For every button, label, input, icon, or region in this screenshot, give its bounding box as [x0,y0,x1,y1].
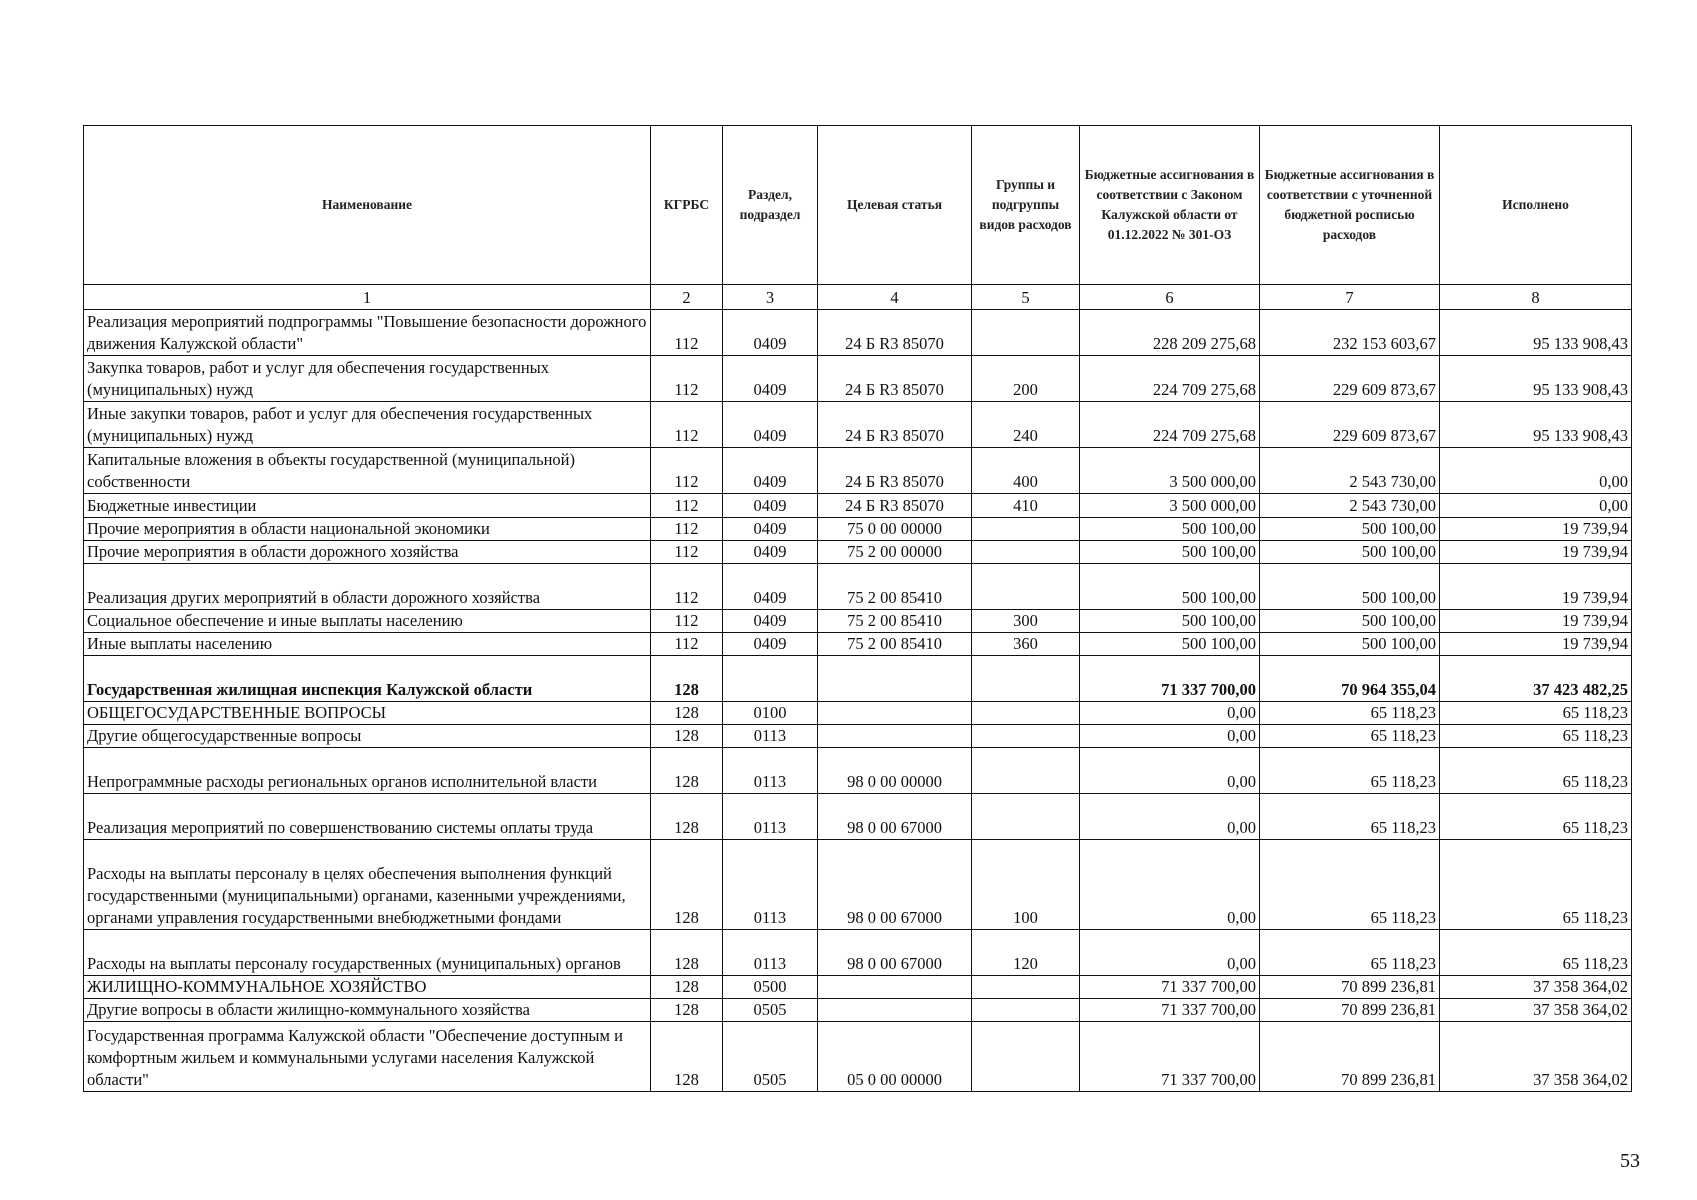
row-gruppa [972,725,1080,748]
column-number: 1 [84,285,651,310]
table-row [84,494,1632,518]
budget-table [83,125,1632,1092]
row-kgrbs: 112 [651,448,723,494]
header-rospis: Бюджетные ассигнования в соответствии с уточненной бюджетной росписью расходов [1260,126,1440,285]
row-name: Непрограммные расходы региональных органов исполнительной власти [84,748,651,794]
row-name: Иные выплаты населению [84,633,651,656]
column-number-row [84,285,1632,310]
row-ispolneno: 65 118,23 [1440,702,1632,725]
row-kgrbs: 128 [651,748,723,794]
row-kgrbs: 112 [651,356,723,402]
row-kgrbs: 112 [651,541,723,564]
row-name: ОБЩЕГОСУДАРСТВЕННЫЕ ВОПРОСЫ [84,702,651,725]
table-row [84,725,1632,748]
row-razdel: 0409 [723,541,818,564]
row-kgrbs: 128 [651,794,723,840]
row-name: Государственная программа Калужской области "Обеспечение доступным и комфортным жильем и коммунальными услугами населения Калужской области" [84,1022,651,1092]
row-name: Прочие мероприятия в области дорожного хозяйства [84,541,651,564]
row-ispolneno: 19 739,94 [1440,541,1632,564]
column-number: 2 [651,285,723,310]
table-row [84,448,1632,494]
row-name: Социальное обеспечение и иные выплаты населению [84,610,651,633]
column-number: 7 [1260,285,1440,310]
page-number: 53 [1620,1150,1640,1172]
row-statya: 24 Б R3 85070 [818,356,972,402]
row-zakon: 224 709 275,68 [1080,356,1260,402]
row-statya: 98 0 00 67000 [818,930,972,976]
row-name: ЖИЛИЩНО-КОММУНАЛЬНОЕ ХОЗЯЙСТВО [84,976,651,999]
row-razdel: 0505 [723,1022,818,1092]
table-row [84,633,1632,656]
row-zakon: 0,00 [1080,794,1260,840]
row-gruppa: 300 [972,610,1080,633]
row-ispolneno: 19 739,94 [1440,610,1632,633]
row-gruppa: 240 [972,402,1080,448]
row-rospis: 500 100,00 [1260,633,1440,656]
row-gruppa [972,518,1080,541]
row-gruppa: 360 [972,633,1080,656]
row-name: Закупка товаров, работ и услуг для обеспечения государственных (муниципальных) нужд [84,356,651,402]
row-zakon: 71 337 700,00 [1080,976,1260,999]
row-statya: 98 0 00 67000 [818,840,972,930]
row-name: Другие общегосударственные вопросы [84,725,651,748]
row-razdel: 0113 [723,930,818,976]
row-kgrbs: 128 [651,999,723,1022]
row-razdel: 0113 [723,840,818,930]
table-row [84,702,1632,725]
row-gruppa: 200 [972,356,1080,402]
row-zakon: 71 337 700,00 [1080,999,1260,1022]
row-zakon: 0,00 [1080,725,1260,748]
column-number: 4 [818,285,972,310]
row-kgrbs: 128 [651,656,723,702]
row-ispolneno: 0,00 [1440,448,1632,494]
row-statya: 24 Б R3 85070 [818,448,972,494]
header-kgrbs: КГРБС [651,126,723,285]
row-name: Другие вопросы в области жилищно-коммунального хозяйства [84,999,651,1022]
row-name: Бюджетные инвестиции [84,494,651,518]
row-kgrbs: 112 [651,633,723,656]
row-statya: 75 2 00 00000 [818,541,972,564]
row-name: Иные закупки товаров, работ и услуг для обеспечения государственных (муниципальных) нужд [84,402,651,448]
row-kgrbs: 128 [651,976,723,999]
row-razdel: 0409 [723,448,818,494]
table-row [84,402,1632,448]
budget-table-sheet [83,125,1631,1092]
header-ispolneno: Исполнено [1440,126,1632,285]
row-zakon: 71 337 700,00 [1080,1022,1260,1092]
row-statya: 75 2 00 85410 [818,610,972,633]
row-zakon: 0,00 [1080,840,1260,930]
row-kgrbs: 128 [651,930,723,976]
row-kgrbs: 112 [651,310,723,356]
row-zakon: 0,00 [1080,748,1260,794]
row-zakon: 228 209 275,68 [1080,310,1260,356]
row-gruppa [972,794,1080,840]
row-kgrbs: 112 [651,518,723,541]
row-razdel: 0409 [723,633,818,656]
row-rospis: 500 100,00 [1260,564,1440,610]
table-body [84,310,1632,1092]
table-row [84,794,1632,840]
row-rospis: 65 118,23 [1260,748,1440,794]
row-zakon: 500 100,00 [1080,518,1260,541]
row-kgrbs: 112 [651,610,723,633]
row-gruppa [972,702,1080,725]
row-rospis: 500 100,00 [1260,541,1440,564]
row-kgrbs: 112 [651,564,723,610]
row-statya [818,976,972,999]
table-row [84,356,1632,402]
row-zakon: 500 100,00 [1080,564,1260,610]
row-gruppa: 400 [972,448,1080,494]
header-zakon: Бюджетные ассигнования в соответствии с Законом Калужской области от 01.12.2022 № 301-ОЗ [1080,126,1260,285]
column-number: 3 [723,285,818,310]
row-gruppa [972,310,1080,356]
row-name: Расходы на выплаты персоналу государственных (муниципальных) органов [84,930,651,976]
row-gruppa [972,748,1080,794]
row-zakon: 500 100,00 [1080,541,1260,564]
row-statya: 75 0 00 00000 [818,518,972,541]
row-razdel: 0409 [723,494,818,518]
row-razdel: 0500 [723,976,818,999]
row-kgrbs: 128 [651,840,723,930]
row-name: Государственная жилищная инспекция Калужской области [84,656,651,702]
row-ispolneno: 65 118,23 [1440,930,1632,976]
row-ispolneno: 19 739,94 [1440,518,1632,541]
row-gruppa: 100 [972,840,1080,930]
row-statya: 98 0 00 67000 [818,794,972,840]
row-statya: 75 2 00 85410 [818,564,972,610]
row-statya: 24 Б R3 85070 [818,402,972,448]
row-razdel: 0409 [723,610,818,633]
row-razdel: 0113 [723,725,818,748]
row-gruppa [972,976,1080,999]
row-ispolneno: 37 358 364,02 [1440,1022,1632,1092]
row-gruppa: 410 [972,494,1080,518]
table-row [84,748,1632,794]
row-zakon: 0,00 [1080,930,1260,976]
row-ispolneno: 37 423 482,25 [1440,656,1632,702]
row-gruppa [972,564,1080,610]
column-number: 5 [972,285,1080,310]
row-statya [818,702,972,725]
table-row [84,1022,1632,1092]
row-rospis: 2 543 730,00 [1260,494,1440,518]
row-razdel: 0505 [723,999,818,1022]
table-row [84,610,1632,633]
row-statya: 05 0 00 00000 [818,1022,972,1092]
row-ispolneno: 95 133 908,43 [1440,310,1632,356]
row-ispolneno: 19 739,94 [1440,633,1632,656]
row-ispolneno: 65 118,23 [1440,748,1632,794]
row-razdel: 0100 [723,702,818,725]
row-gruppa [972,1022,1080,1092]
row-kgrbs: 128 [651,725,723,748]
row-name: Реализация мероприятий подпрограммы "Повышение безопасности дорожного движения Калужской области" [84,310,651,356]
row-razdel: 0409 [723,518,818,541]
row-rospis: 65 118,23 [1260,725,1440,748]
row-ispolneno: 37 358 364,02 [1440,999,1632,1022]
row-rospis: 2 543 730,00 [1260,448,1440,494]
row-rospis: 65 118,23 [1260,930,1440,976]
table-row [84,656,1632,702]
table-header-row [84,126,1632,285]
row-rospis: 229 609 873,67 [1260,356,1440,402]
table-row [84,930,1632,976]
table-row [84,564,1632,610]
row-ispolneno: 0,00 [1440,494,1632,518]
header-name: Наименование [84,126,651,285]
row-rospis: 70 899 236,81 [1260,999,1440,1022]
row-razdel: 0409 [723,564,818,610]
table-row [84,541,1632,564]
row-name: Реализация других мероприятий в области дорожного хозяйства [84,564,651,610]
row-gruppa: 120 [972,930,1080,976]
row-statya: 24 Б R3 85070 [818,310,972,356]
row-kgrbs: 128 [651,702,723,725]
row-name: Расходы на выплаты персоналу в целях обеспечения выполнения функций государственными (муниципальными) органами, казенными учреждениями, органами управления государственными внебюджетными фондами [84,840,651,930]
row-ispolneno: 65 118,23 [1440,840,1632,930]
row-zakon: 224 709 275,68 [1080,402,1260,448]
row-zakon: 0,00 [1080,702,1260,725]
row-statya: 24 Б R3 85070 [818,494,972,518]
row-statya [818,999,972,1022]
row-ispolneno: 19 739,94 [1440,564,1632,610]
row-razdel: 0409 [723,402,818,448]
table-row [84,840,1632,930]
row-rospis: 70 899 236,81 [1260,976,1440,999]
row-rospis: 500 100,00 [1260,610,1440,633]
row-rospis: 65 118,23 [1260,702,1440,725]
row-zakon: 3 500 000,00 [1080,494,1260,518]
column-number: 6 [1080,285,1260,310]
row-rospis: 229 609 873,67 [1260,402,1440,448]
row-rospis: 65 118,23 [1260,840,1440,930]
row-kgrbs: 112 [651,494,723,518]
row-name: Реализация мероприятий по совершенствованию системы оплаты труда [84,794,651,840]
row-ispolneno: 95 133 908,43 [1440,402,1632,448]
table-row [84,518,1632,541]
row-ispolneno: 65 118,23 [1440,725,1632,748]
row-gruppa [972,999,1080,1022]
row-rospis: 232 153 603,67 [1260,310,1440,356]
row-razdel: 0113 [723,794,818,840]
row-statya [818,656,972,702]
table-row [84,310,1632,356]
row-name: Капитальные вложения в объекты государственной (муниципальной) собственности [84,448,651,494]
row-gruppa [972,656,1080,702]
header-statya: Целевая статья [818,126,972,285]
row-zakon: 3 500 000,00 [1080,448,1260,494]
row-statya: 98 0 00 00000 [818,748,972,794]
column-number: 8 [1440,285,1632,310]
row-gruppa [972,541,1080,564]
row-razdel: 0409 [723,310,818,356]
table-row [84,999,1632,1022]
row-rospis: 70 899 236,81 [1260,1022,1440,1092]
row-razdel [723,656,818,702]
row-rospis: 65 118,23 [1260,794,1440,840]
row-razdel: 0113 [723,748,818,794]
row-ispolneno: 65 118,23 [1440,794,1632,840]
row-statya [818,725,972,748]
header-gruppa: Группы и подгруппы видов расходов [972,126,1080,285]
row-rospis: 70 964 355,04 [1260,656,1440,702]
row-ispolneno: 37 358 364,02 [1440,976,1632,999]
row-zakon: 500 100,00 [1080,610,1260,633]
row-zakon: 500 100,00 [1080,633,1260,656]
row-ispolneno: 95 133 908,43 [1440,356,1632,402]
row-zakon: 71 337 700,00 [1080,656,1260,702]
row-name: Прочие мероприятия в области национальной экономики [84,518,651,541]
table-row [84,976,1632,999]
row-razdel: 0409 [723,356,818,402]
header-razdel: Раздел, подраздел [723,126,818,285]
row-statya: 75 2 00 85410 [818,633,972,656]
row-kgrbs: 128 [651,1022,723,1092]
row-rospis: 500 100,00 [1260,518,1440,541]
row-kgrbs: 112 [651,402,723,448]
